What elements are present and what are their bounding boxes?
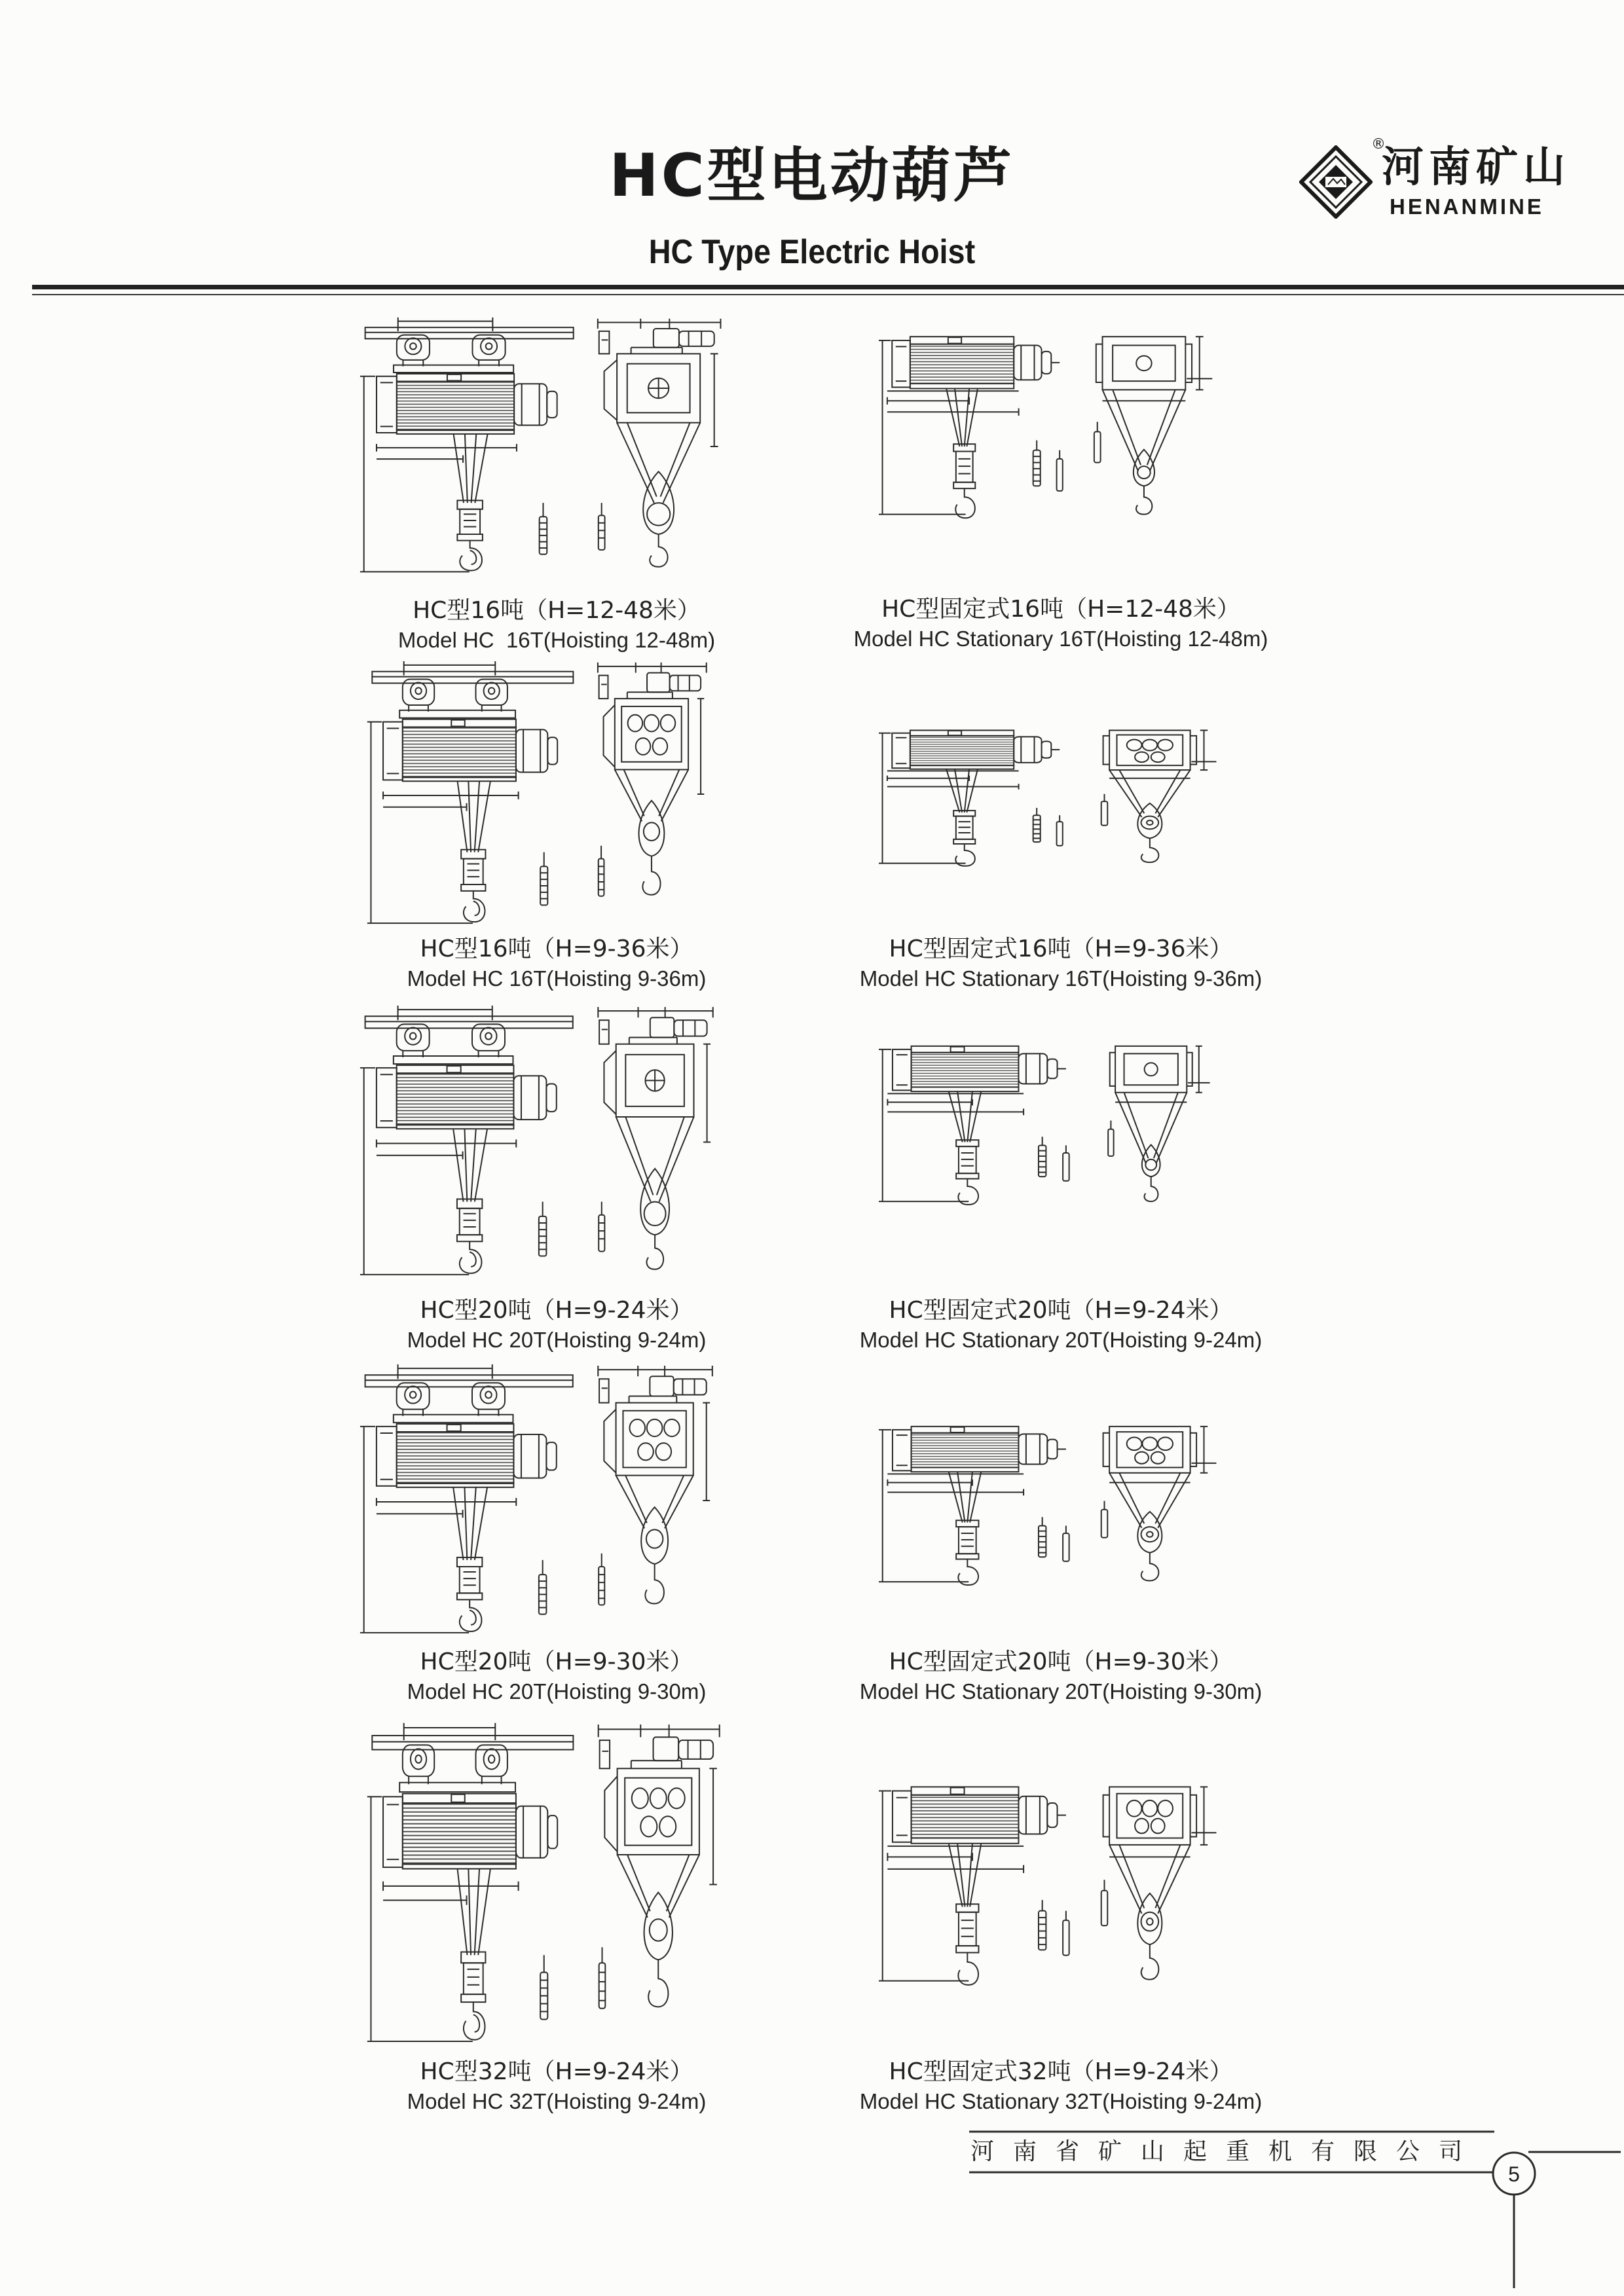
hoist-side-view-drawing: [366, 1720, 585, 2049]
header-divider-thick: [32, 285, 1624, 289]
stationary-hoist-end-view-drawing: [1091, 329, 1219, 564]
model-caption: [832, 934, 1290, 993]
model-caption: [327, 934, 786, 993]
hoist-side-view-drawing: [359, 1362, 585, 1639]
model-name-english: Model HC Stationary 32T(Hoisting 9-24m): [859, 2089, 1263, 2113]
model-caption: [832, 2057, 1290, 2116]
model-caption: [327, 596, 786, 655]
model-name-chinese: HC型固定式20吨（H=9-24米）: [889, 1297, 1233, 1324]
model-caption: [832, 1647, 1290, 1706]
model-caption: [327, 1647, 786, 1706]
stationary-hoist-side-view-drawing: [879, 1040, 1091, 1245]
model-name-english: Model HC 20T(Hoisting 9-30m): [407, 1679, 707, 1704]
hoist-side-view-drawing: [366, 659, 585, 930]
model-name-english: Model HC Stationary 16T(Hoisting 12-48m): [853, 627, 1268, 651]
page-title-english-text: HC Type Electric Hoist: [648, 233, 976, 271]
model-name-english: Model HC Stationary 20T(Hoisting 9-30m): [859, 1679, 1263, 1704]
stationary-hoist-side-view-drawing: [879, 329, 1084, 564]
footer-company-name: 河南省矿山起重机有限公司: [970, 2138, 1482, 2165]
stationary-hoist-end-view-drawing: [1098, 1420, 1223, 1625]
hoist-side-view-drawing: [359, 315, 586, 578]
model-name-english: Model HC 16T(Hoisting 12-48m): [397, 628, 716, 652]
model-name-english: Model HC Stationary 16T(Hoisting 9-36m): [859, 966, 1263, 991]
page-title-english: [0, 230, 1624, 274]
stationary-hoist-end-view-drawing: [1098, 1779, 1223, 2035]
hoist-end-view-drawing: [593, 315, 733, 578]
model-name-english: Model HC 20T(Hoisting 9-24m): [407, 1328, 707, 1352]
registered-trademark-mark: ®: [1371, 136, 1386, 153]
hoist-side-view-drawing: [359, 1003, 585, 1281]
model-caption: [327, 2057, 786, 2116]
model-name-chinese: HC型32吨（H=9-24米）: [420, 2058, 693, 2085]
model-name-chinese: HC型固定式20吨（H=9-30米）: [889, 1649, 1233, 1675]
model-name-chinese: HC型16吨（H=12-48米）: [413, 597, 701, 624]
model-caption: [832, 1296, 1290, 1355]
model-name-english: Model HC Stationary 20T(Hoisting 9-24m): [859, 1328, 1263, 1352]
model-name-chinese: HC型固定式16吨（H=12-48米）: [881, 596, 1240, 623]
model-name-chinese: HC型固定式16吨（H=9-36米）: [889, 936, 1233, 962]
logo-brand-chinese: 河南矿山: [1382, 143, 1570, 192]
model-name-chinese: HC型固定式32吨（H=9-24米）: [889, 2058, 1233, 2085]
model-caption: [327, 1296, 786, 1355]
logo-brand-english: HENANMINE: [1390, 194, 1544, 219]
hoist-end-view-drawing: [593, 1720, 732, 2049]
page-number: 5: [1508, 2162, 1520, 2186]
model-name-chinese: HC型20吨（H=9-24米）: [420, 1297, 693, 1324]
stationary-hoist-end-view-drawing: [1105, 1040, 1215, 1245]
stationary-hoist-end-view-drawing: [1098, 725, 1223, 900]
stationary-hoist-side-view-drawing: [879, 1420, 1091, 1625]
model-name-chinese: HC型16吨（H=9-36米）: [420, 936, 693, 962]
model-name-english: Model HC 16T(Hoisting 9-36m): [407, 966, 707, 991]
company-logo-emblem: [1299, 145, 1373, 219]
model-name-chinese: HC型20吨（H=9-30米）: [420, 1649, 693, 1675]
header-divider-thin: [32, 294, 1624, 295]
hoist-end-view-drawing: [593, 1003, 725, 1281]
page-title-chinese: HC型电动葫芦: [609, 141, 1015, 210]
hoist-end-view-drawing: [593, 659, 718, 930]
stationary-hoist-side-view-drawing: [879, 1779, 1091, 2035]
stationary-hoist-side-view-drawing: [879, 725, 1084, 900]
model-caption: [832, 594, 1290, 653]
model-name-english: Model HC 32T(Hoisting 9-24m): [407, 2089, 707, 2113]
hoist-end-view-drawing: [593, 1362, 724, 1639]
